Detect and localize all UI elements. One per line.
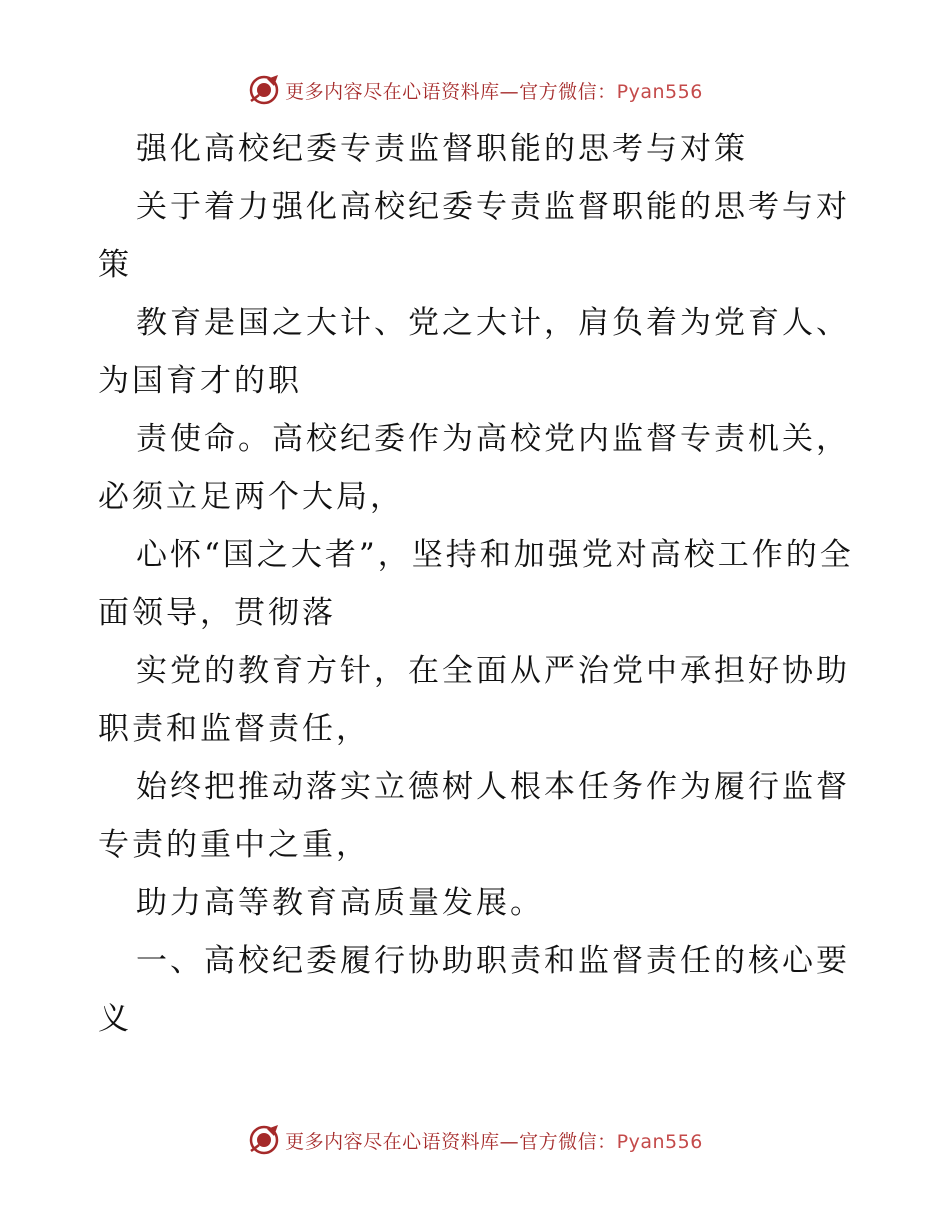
quill-seal-icon (247, 1123, 281, 1157)
header-banner (0, 70, 950, 110)
body-paragraph: 责使命。高校纪委作为高校党内监督专责机关，必须立足两个大局， (98, 421, 850, 515)
body-paragraph: 实党的教育方针，在全面从严治党中承担好协助职责和监督责任， (98, 653, 850, 747)
footer-banner (0, 1120, 950, 1160)
section-heading: 一、高校纪委履行协助职责和监督责任的核心要义 (98, 943, 850, 1037)
banner-text: 更多内容尽在心语资料库—官方微信：Pyan556 (285, 80, 703, 103)
document-title: 强化高校纪委专责监督职能的思考与对策 (136, 131, 748, 167)
body-paragraph: 教育是国之大计、党之大计，肩负着为党育人、为国育才的职 (98, 305, 850, 399)
body-paragraph: 始终把推动落实立德树人根本任务作为履行监督专责的重中之重， (98, 769, 850, 863)
document-subtitle: 关于着力强化高校纪委专责监督职能的思考与对策 (98, 189, 850, 283)
quill-seal-icon (247, 73, 281, 107)
body-paragraph: 心怀“国之大者”，坚持和加强党对高校工作的全面领导，贯彻落 (98, 537, 854, 631)
body-paragraph: 助力高等教育高质量发展。 (136, 885, 544, 921)
banner-text: 更多内容尽在心语资料库—官方微信：Pyan556 (285, 1130, 703, 1153)
document-body (98, 120, 858, 1048)
wechat-id: Pyan556 (616, 1130, 703, 1153)
wechat-id: Pyan556 (616, 80, 703, 103)
